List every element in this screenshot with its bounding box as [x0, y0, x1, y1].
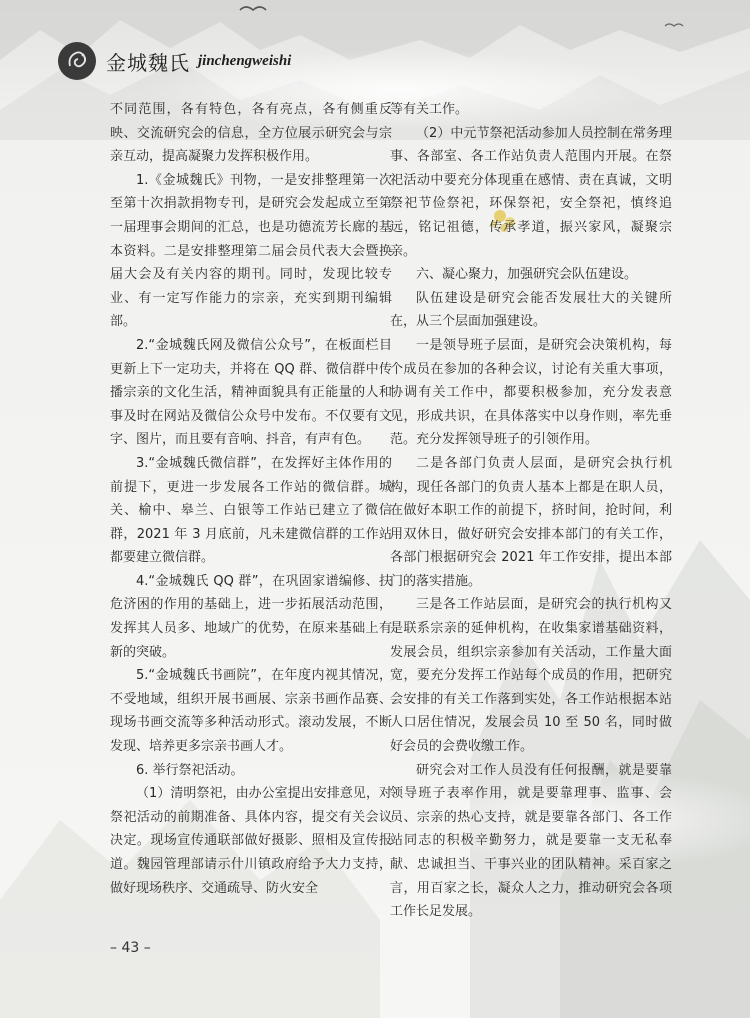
paragraph: 不同范围，各有特色，各有亮点，各有侧重反映、交流研究会的信息，全方位展示研究会与宗亲互动，提高凝聚力发挥积极作用。: [110, 102, 392, 165]
journal-brand-pinyin: jinchengweishi: [198, 52, 292, 69]
page-number: – 43 –: [110, 940, 151, 956]
paragraph: 5.“金城魏氏书画院”，在年度内视其情况，不受地域，组织开展书画展、宗亲书画作品赛、现场书画交流等多种活动形式。滚动发展，不断发现、培养更多宗亲书画人才。: [110, 668, 392, 755]
paragraph: （2）中元节祭祀活动参加人员控制在常务理事、各部室、各工作站负责人范围内开展。在祭祀活动中要充分体现重在感情、责在真诚，文明祭祀节俭祭祀，环保祭祀，安全祭祀，慎终追远，铭记祖德，传承孝道，振兴家风，凝聚宗亲。: [390, 125, 672, 259]
journal-brand-title: 金城魏氏: [106, 50, 190, 75]
paragraph: 4.“金城魏氏 QQ 群”，在巩固家谱编修、扶危济困的作用的基础上，进一步拓展活动范围，发挥其人员多、地域广的优势，在原来基础上有新的突破。: [110, 573, 392, 660]
paragraph: 等有关工作。: [390, 102, 469, 117]
paragraph: 三是各工作站层面，是研究会的执行机构又是联系宗亲的延伸机构，在收集家谱基础资料，发展会员，组织宗亲参加有关活动，工作量大面宽，要充分发挥工作站每个成员的作用，把研究会安排的有关工作落到实处，各工作站根据本站人口居住情况，发展会员 10 至 50 名，同时做好会员的会费收缴工作。: [390, 597, 672, 755]
left-text-column: [110, 98, 392, 900]
paragraph: 3.“金城魏氏微信群”，在发挥好主体作用的前提下，更进一步发展各工作站的微信群。城关、榆中、皋兰、白银等工作站已建立了微信群，2021 年 3 月底前，凡未建微信群的工作站都要建立微信群。: [110, 455, 392, 566]
right-text-column: [390, 98, 672, 924]
paragraph: 队伍建设是研究会能否发展壮大的关键所在，从三个层面加强建设。: [390, 290, 672, 330]
paragraph: 6. 举行祭祀活动。: [136, 762, 244, 778]
dragon-seal-icon: [58, 42, 96, 80]
section-heading: 六、凝心聚力，加强研究会队伍建设。: [416, 267, 638, 283]
journal-header: [58, 38, 291, 84]
paragraph: 2.“金城魏氏网及微信公众号”，在板面栏目更新上下一定功夫，并将在 QQ 群、微信群中传播宗亲的文化生活，精神面貌具有正能量的人和事及时在网站及微信公众号中发布。不仅要有文字、图片，而且要有音响、抖音，有声有色。: [110, 337, 392, 448]
bird-icon: [238, 2, 268, 16]
paragraph: （1）清明祭祀，由办公室提出安排意见，对祭祀活动的前期准备、具体内容，提交有关会议决定。现场宣传通联部做好摄影、照相及宣传报道。魏园管理部请示什川镇政府给予大力支持，做好现场秩序、交通疏导、防火安全: [110, 786, 392, 896]
paragraph: 1.《金城魏氏》刊物，一是安排整理第一次至第十次捐款捐物专刊，是研究会发起成立至第一届理事会期间的汇总，也是功德流芳长廊的基本资料。二是安排整理第二届会员代表大会暨换届大会及有关内容的期刊。同时，发现比较专业、有一定写作能力的宗亲，充实到期刊编辑部。: [110, 172, 392, 330]
paragraph: 研究会对工作人员没有任何报酬，就是要靠领导班子表率作用，就是要靠理事、监事、会员、宗亲的热心支持，就是要靠各部门、各工作站同志的积极辛勤努力，就是要靠一支无私奉献、忠诚担当、干事兴业的团队精神。采百家之言，用百家之长，凝众人之力，推动研究会各项工作长足发展。: [390, 762, 672, 920]
bird-icon: [664, 20, 684, 30]
paragraph: 二是各部门负责人层面，是研究会执行机构，现任各部门的负责人基本上都是在职人员，在做好本职工作的前提下，挤时间，抢时间，利用双休日，做好研究会安排本部门的有关工作，各部门根据研究会 2021 年工作安排，提出本部门的落实措施。: [390, 455, 672, 589]
paragraph: 一是领导班子层面，是研究会决策机构，每个成员在参加的各种会议，讨论有关重大事项，协调有关工作中，都要积极参加，充分发表意见，形成共识，在具体落实中以身作则，率先垂范。充分发挥领导班子的引领作用。: [390, 337, 672, 448]
